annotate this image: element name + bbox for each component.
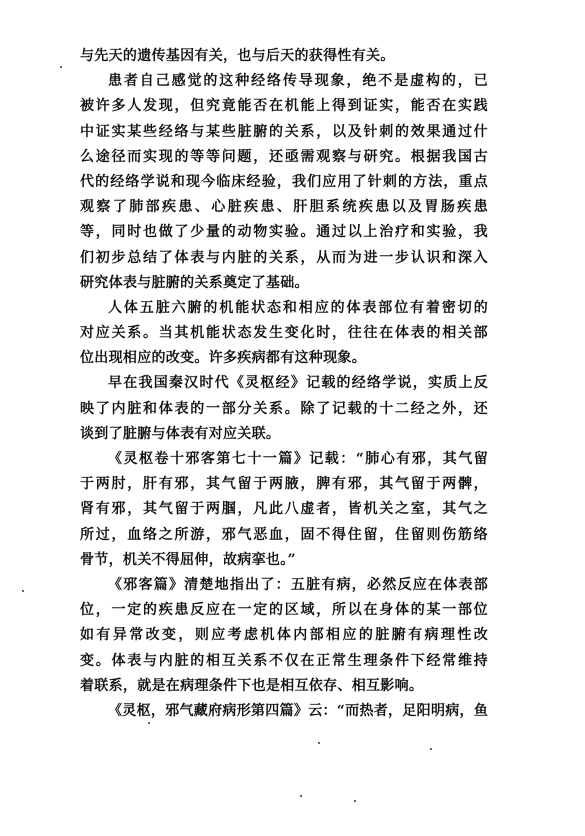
- text-line: 对应关系。当其机能状态发生变化时，往往在体表的相关部: [80, 325, 488, 342]
- text-line: 中证实某些经络与某些脏腑的关系，以及针刺的效果通过什: [80, 123, 488, 140]
- text-line: 患者自己感觉的这种经络传导现象，绝不是虚构的，已: [108, 73, 488, 90]
- paragraph: [80, 699, 488, 724]
- text-line: 与先天的遗传基因有关，也与后天的获得性有关。: [80, 48, 395, 64]
- paragraph: [80, 447, 488, 573]
- text-line: 位，一定的疾患反应在一定的区域，所以在身体的某一部位: [80, 602, 488, 619]
- scan-speck: [60, 66, 62, 68]
- paragraph: [80, 69, 488, 296]
- text-line: 于两肘，肝有邪，其气留于两腋，脾有邪，其气留于两髀，: [80, 476, 488, 493]
- paragraph: [80, 44, 488, 69]
- text-line: 《灵枢，邪气藏府病形第四篇》云：“而热者，足阳明病，鱼: [108, 702, 488, 719]
- text-line: 研究体表与脏腑的关系奠定了基础。: [80, 274, 309, 291]
- text-line: 被许多人发现，但究竟能否在机能上得到证实，能否在实践: [80, 98, 488, 115]
- text-line: 早在我国秦汉时代《灵枢经》记载的经络学说，实质上反: [108, 375, 488, 392]
- scan-speck: [318, 742, 320, 744]
- paragraph: [80, 296, 488, 372]
- text-line: 位出现相应的改变。许多疾病都有这种现象。: [80, 350, 366, 367]
- text-line: 映了内脏和体表的一部分关系。除了记载的十二经之外，还: [80, 400, 488, 417]
- text-line: 《灵枢卷十邪客第七十一篇》记载：“肺心有邪，其气留: [108, 451, 488, 467]
- text-line: 人体五脏六腑的机能状态和相应的体表部位有着密切的: [108, 299, 488, 316]
- body-text: [80, 44, 488, 724]
- text-line: 观察了肺部疾患、心脏疾患、肝胆系统疾患以及胃肠疾患: [80, 199, 488, 216]
- text-line: 《邪客篇》清楚地指出了：五脏有病，必然反应在体表部: [108, 576, 488, 593]
- scan-speck: [300, 795, 302, 797]
- scan-speck: [354, 800, 356, 802]
- text-line: 们初步总结了体表与内脏的关系，从而为进一步认识和深入: [80, 249, 488, 266]
- text-line: 如有异常改变，则应考虑机体内部相应的脏腑有病理性改: [80, 627, 488, 644]
- text-line: 谈到了脏腑与体表有对应关联。: [80, 425, 281, 442]
- text-line: 骨节，机关不得屈伸，故病挛也。”: [80, 551, 296, 568]
- text-line: 等，同时也做了少量的动物实验。通过以上治疗和实验，我: [80, 224, 488, 241]
- scan-speck: [22, 590, 24, 592]
- scan-speck: [430, 748, 432, 750]
- text-line: 所过，血络之所游，邪气恶血，固不得住留，住留则伤筋络: [80, 526, 488, 543]
- scan-speck: [148, 722, 150, 724]
- paragraph: [80, 573, 488, 699]
- text-line: 代的经络学说和现今临床经验，我们应用了针刺的方法，重点: [80, 173, 488, 190]
- text-line: 着联系，就是在病理条件下也是相互依存、相互影响。: [80, 677, 424, 694]
- text-line: 肾有邪，其气留于两腘，凡此八虚者，皆机关之室，其气之: [80, 501, 488, 518]
- paragraph: [80, 371, 488, 447]
- text-line: 变。体表与内脏的相互关系不仅在正常生理条件下经常维持: [80, 652, 488, 669]
- text-line: 么途径而实现的等等问题，还亟需观察与研究。根据我国古: [80, 148, 488, 165]
